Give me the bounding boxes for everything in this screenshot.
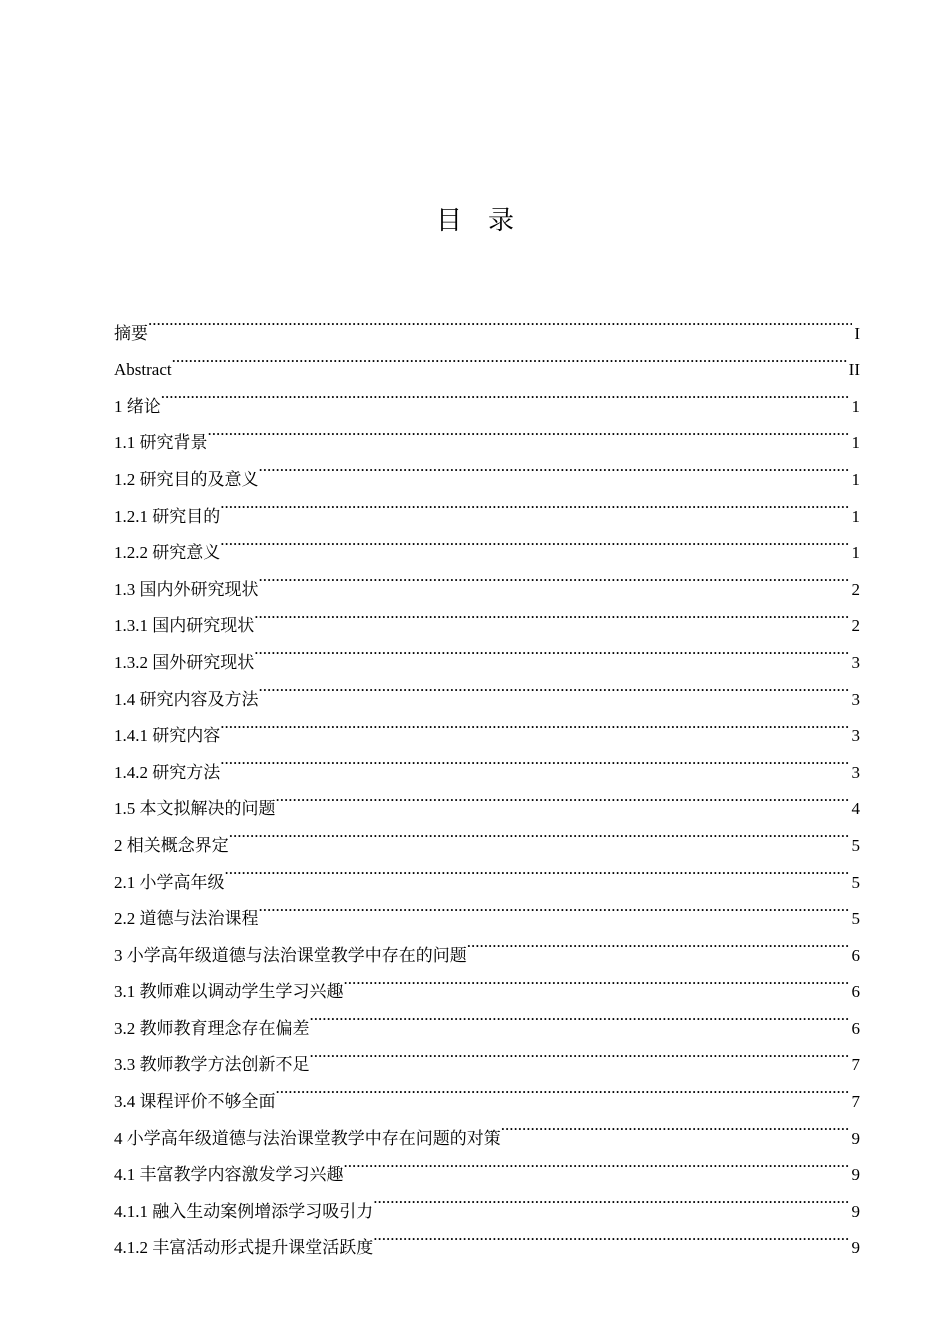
toc-leader-dots — [254, 631, 849, 668]
toc-entry-page-number: 3 — [851, 762, 860, 782]
toc-entry-label: 4 小学高年级道德与法治课堂教学中存在问题的对策 — [114, 1128, 501, 1148]
toc-entry-page-number: 9 — [851, 1238, 860, 1258]
toc-leader-dots — [220, 485, 849, 522]
toc-entry-page-number: 9 — [851, 1165, 860, 1185]
toc-entry[interactable] — [114, 558, 860, 599]
toc-entry-label: 2 相关概念界定 — [114, 835, 229, 855]
toc-entry-label: 3 小学高年级道德与法治课堂教学中存在的问题 — [114, 945, 467, 965]
toc-entry-label: 1.3 国内外研究现状 — [114, 579, 259, 599]
toc-entry-page-number: 9 — [851, 1128, 860, 1148]
toc-entry-page-number: 1 — [851, 469, 860, 489]
toc-entry-page-number: 3 — [851, 726, 860, 746]
toc-leader-dots — [161, 375, 850, 412]
toc-entry[interactable] — [114, 485, 860, 526]
toc-entry[interactable] — [114, 375, 860, 416]
toc-leader-dots — [310, 1034, 850, 1071]
toc-leader-dots — [276, 1070, 850, 1107]
toc-list — [114, 302, 860, 1258]
toc-entry[interactable] — [114, 448, 860, 489]
toc-entry-label: 1.3.1 国内研究现状 — [114, 616, 255, 636]
toc-entry-label: 1.4 研究内容及方法 — [114, 689, 259, 709]
toc-leader-dots — [229, 814, 850, 851]
toc-entry[interactable] — [114, 778, 860, 819]
toc-entry[interactable] — [114, 705, 860, 746]
toc-entry-label: 1.2 研究目的及意义 — [114, 469, 259, 489]
toc-entry[interactable] — [114, 302, 860, 343]
toc-entry-label: 2.1 小学高年级 — [114, 872, 225, 892]
toc-entry-label: 1.1 研究背景 — [114, 433, 208, 453]
toc-leader-dots — [259, 558, 850, 595]
toc-entry-label: 4.1 丰富教学内容激发学习兴趣 — [114, 1165, 344, 1185]
toc-leader-dots — [225, 851, 850, 888]
toc-leader-dots — [373, 1180, 849, 1217]
toc-entry[interactable] — [114, 412, 860, 453]
toc-entry-label: 3.3 教师教学方法创新不足 — [114, 1055, 310, 1075]
toc-entry-page-number: 2 — [851, 616, 860, 636]
toc-entry-page-number: I — [854, 323, 860, 343]
toc-leader-dots — [276, 778, 850, 815]
toc-leader-dots — [344, 1144, 850, 1181]
toc-entry[interactable] — [114, 741, 860, 782]
toc-entry-page-number: 5 — [851, 909, 860, 929]
toc-entry-page-number: 3 — [851, 689, 860, 709]
toc-entry-label: 1.3.2 国外研究现状 — [114, 652, 255, 672]
toc-entry-page-number: II — [848, 360, 860, 380]
toc-leader-dots — [259, 448, 850, 485]
toc-entry-page-number: 6 — [851, 982, 860, 1002]
toc-leader-dots — [501, 1107, 850, 1144]
toc-entry-label: 1.4.1 研究内容 — [114, 726, 221, 746]
toc-entry-label: 2.2 道德与法治课程 — [114, 909, 259, 929]
toc-entry-label: 4.1.1 融入生动案例增添学习吸引力 — [114, 1201, 374, 1221]
toc-entry[interactable] — [114, 522, 860, 563]
toc-entry-page-number: 9 — [851, 1201, 860, 1221]
toc-entry-page-number: 1 — [851, 506, 860, 526]
toc-entry[interactable] — [114, 339, 860, 380]
toc-entry-page-number: 2 — [851, 579, 860, 599]
toc-entry-page-number: 1 — [851, 543, 860, 563]
toc-entry-page-number: 5 — [851, 835, 860, 855]
toc-leader-dots — [259, 668, 850, 705]
toc-entry-label: 4.1.2 丰富活动形式提升课堂活跃度 — [114, 1238, 374, 1258]
toc-entry-label: 3.1 教师难以调动学生学习兴趣 — [114, 982, 344, 1002]
toc-entry-page-number: 4 — [851, 799, 860, 819]
toc-entry-page-number: 6 — [851, 945, 860, 965]
toc-entry-label: 3.4 课程评价不够全面 — [114, 1092, 276, 1112]
toc-entry-label: 1.4.2 研究方法 — [114, 762, 221, 782]
toc-entry[interactable] — [114, 851, 860, 892]
toc-entry-page-number: 7 — [851, 1055, 860, 1075]
toc-entry-page-number: 7 — [851, 1092, 860, 1112]
toc-leader-dots — [220, 522, 849, 559]
toc-leader-dots — [259, 888, 850, 925]
toc-leader-dots — [208, 412, 850, 449]
toc-leader-dots — [220, 741, 849, 778]
toc-entry-label: 摘要 — [114, 323, 148, 343]
toc-leader-dots — [254, 595, 849, 632]
toc-entry-label: 1.2.2 研究意义 — [114, 543, 221, 563]
toc-entry-page-number: 6 — [851, 1018, 860, 1038]
toc-title: 目录 — [435, 206, 540, 237]
toc-entry-label: Abstract — [114, 360, 172, 380]
toc-leader-dots — [148, 302, 852, 339]
toc-entry-label: 1.2.1 研究目的 — [114, 506, 221, 526]
toc-leader-dots — [220, 705, 849, 742]
toc-entry-page-number: 1 — [851, 433, 860, 453]
toc-entry-label: 1.5 本文拟解决的问题 — [114, 799, 276, 819]
toc-entry-page-number: 5 — [851, 872, 860, 892]
toc-entry-label: 1 绪论 — [114, 396, 161, 416]
toc-entry[interactable] — [114, 888, 860, 929]
toc-leader-dots — [344, 961, 850, 998]
toc-leader-dots — [310, 997, 850, 1034]
toc-leader-dots — [172, 339, 847, 376]
toc-entry-label: 3.2 教师教育理念存在偏差 — [114, 1018, 310, 1038]
toc-entry-page-number: 3 — [851, 652, 860, 672]
toc-entry-page-number: 1 — [851, 396, 860, 416]
toc-leader-dots — [467, 924, 850, 961]
toc-leader-dots — [373, 1217, 849, 1254]
